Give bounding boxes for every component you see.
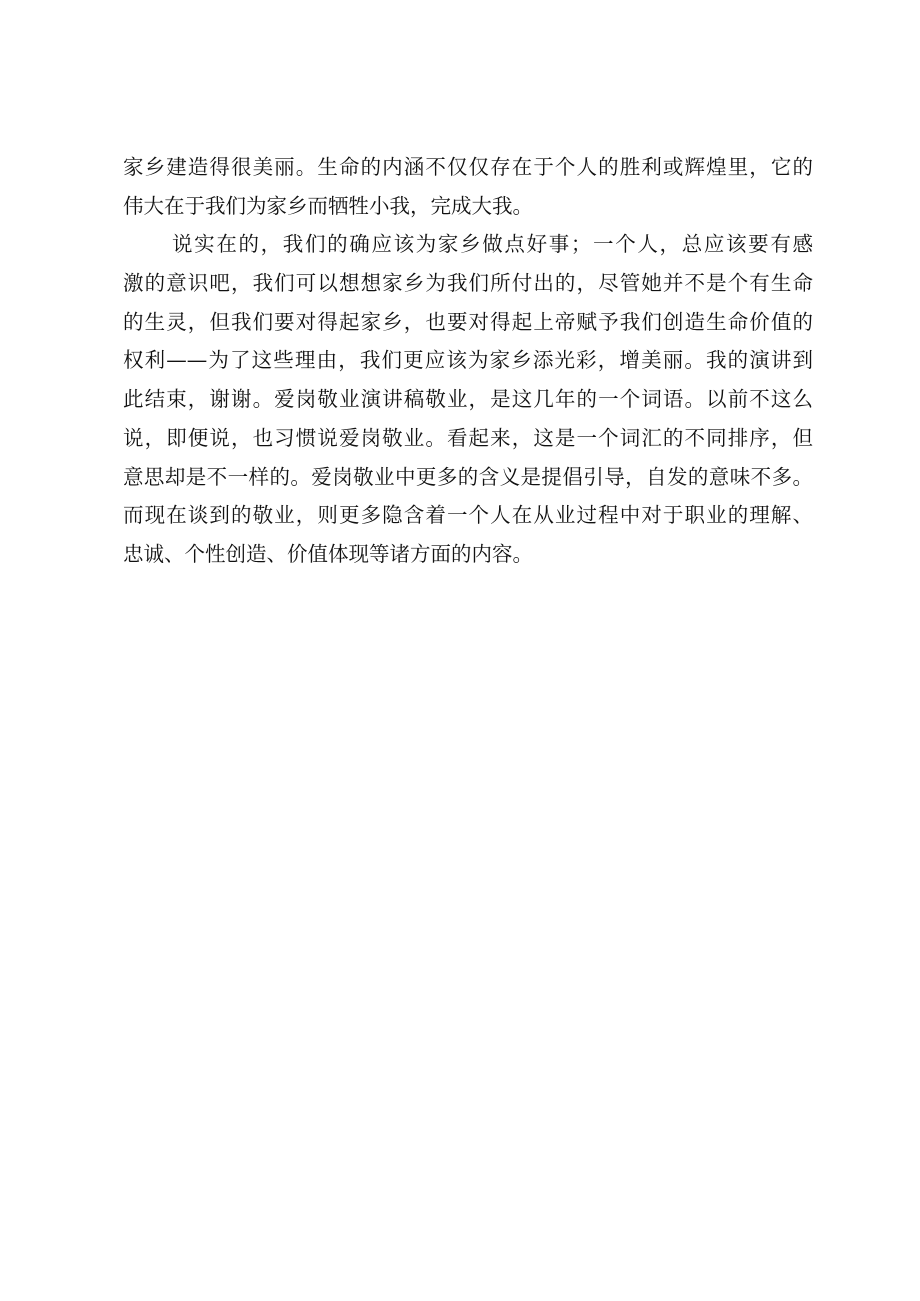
text-line: 的生灵，但我们要对得起家乡，也要对得起上帝赋予我们创造生命价值的	[123, 309, 813, 334]
text-line: 激的意识吧，我们可以想想家乡为我们所付出的，尽管她并不是个有生命	[123, 271, 813, 296]
text-line: 说，即便说，也习惯说爱岗敬业。看起来，这是一个词汇的不同排序，但	[123, 425, 813, 450]
document-body	[123, 148, 813, 574]
text-line: 而现在谈到的敬业，则更多隐含着一个人在从业过程中对于职业的理解、	[123, 503, 813, 528]
text-line: 说实在的，我们的确应该为家乡做点好事；一个人，总应该要有感	[172, 232, 813, 257]
text-line: 权利——为了这些理由，我们更应该为家乡添光彩，增美丽。我的演讲到	[123, 348, 813, 373]
text-line: 忠诚、个性创造、价值体现等诸方面的内容。	[123, 541, 533, 566]
text-line: 家乡建造得很美丽。生命的内涵不仅仅存在于个人的胜利或辉煌里，它的	[123, 155, 813, 179]
paragraph-1	[123, 148, 813, 225]
paragraph-2	[123, 225, 813, 573]
text-line: 伟大在于我们为家乡而牺牲小我，完成大我。	[123, 193, 533, 218]
text-line: 此结束，谢谢。爱岗敬业演讲稿敬业，是这几年的一个词语。以前不这么	[123, 387, 813, 412]
text-line: 意思却是不一样的。爱岗敬业中更多的含义是提倡引导，自发的意味不多。	[123, 464, 813, 489]
